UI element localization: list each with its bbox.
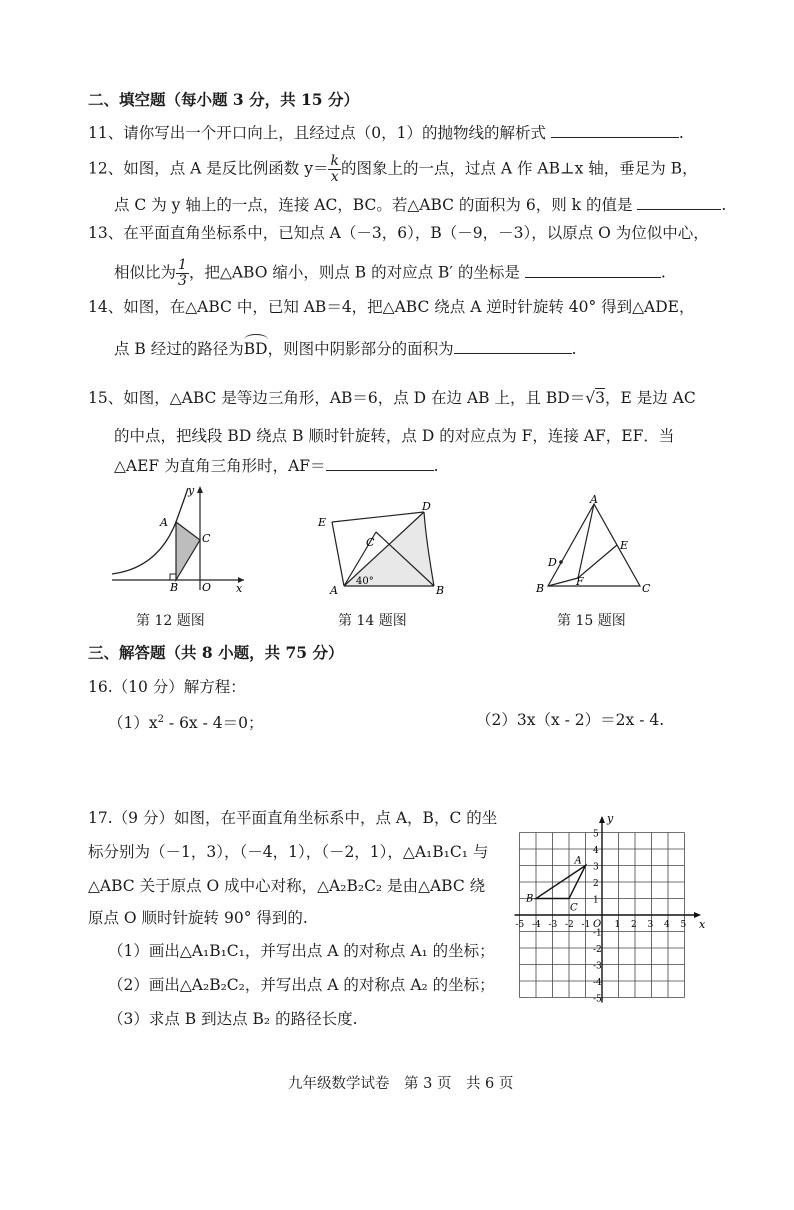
grid-y-tick-label: -5 xyxy=(593,994,602,1005)
q12-frac-den: x xyxy=(330,169,339,185)
triangle-abc xyxy=(525,856,586,914)
fig14-label-angle: 40° xyxy=(356,576,374,587)
fig15-point-d xyxy=(559,560,563,564)
q13-text-b: 相似比为 xyxy=(114,263,177,282)
q12-text-c: 点 C 为 y 轴上的一点，连接 AC，BC。若△ABC 的面积为 6，则 k 的值是 xyxy=(114,196,633,214)
q15-text-d: △AEF 为直角三角形时，AF＝ xyxy=(114,457,326,475)
grid-y-tick-label: -4 xyxy=(593,978,602,988)
q14-text-a: 如图，在△ABC 中，已知 AB＝4，把△ABC 绕点 A 逆时针旋转 40° 得到△ADE， xyxy=(123,298,695,316)
fig14-label-b: B xyxy=(436,584,445,597)
question-17-line2: 标分别为（－1，3），（－4，1），（－2，1），△A₁B₁C₁ 与 xyxy=(88,843,489,861)
section3-title: 三、解答题（共 8 小题，共 75 分） xyxy=(88,643,344,662)
question-14-line2 xyxy=(114,337,577,359)
question-12-line2 xyxy=(114,193,726,215)
grid-y-tick-label: 3 xyxy=(593,862,599,873)
fig12-label-y: y xyxy=(188,484,195,497)
grid-y-tick-label: 5 xyxy=(593,829,599,840)
question-15-line3 xyxy=(114,454,439,476)
question-15-line2 xyxy=(114,426,674,446)
q11-answer-blank[interactable] xyxy=(551,121,679,138)
grid-label-y: y xyxy=(607,812,614,825)
q15-sqrt-value: 3 xyxy=(595,389,605,407)
grid-x-tick-label: -4 xyxy=(532,920,541,930)
figure-14 xyxy=(314,502,464,598)
grid-x-tick-label: 2 xyxy=(631,920,637,930)
sqrt-sign-icon: √ xyxy=(585,389,596,407)
fig12-y-arrow-icon xyxy=(197,486,203,493)
fig12-triangle-abc xyxy=(176,522,200,580)
grid-label-origin: O xyxy=(593,919,602,930)
fig12-right-angle xyxy=(170,574,176,580)
q16-p1-a: （1）x xyxy=(108,714,158,733)
question-16-part2: （2）3x（x - 2）＝2x - 4. xyxy=(476,711,665,729)
section2-title: 二、填空题（每小题 3 分，共 15 分） xyxy=(88,90,359,109)
q13-fraction xyxy=(176,258,189,289)
grid-y-tick-label: -1 xyxy=(593,928,602,939)
fig14-segment-ae xyxy=(332,522,344,586)
q11-number: 11、 xyxy=(88,124,124,142)
fig15-label-e: E xyxy=(620,539,629,552)
q14-arc-bd: BD xyxy=(243,340,268,358)
question-11 xyxy=(88,121,684,143)
question-16-part1 xyxy=(108,710,264,733)
fig14-caption: 第 14 题图 xyxy=(338,613,407,629)
grid-y-tick-label: 4 xyxy=(593,846,599,856)
q12-fraction xyxy=(328,154,340,185)
grid-point-c-label: C xyxy=(570,902,578,914)
grid-label-x: x xyxy=(699,918,706,931)
fig14-label-d: D xyxy=(422,500,431,513)
question-13-line1 xyxy=(88,223,709,243)
page-footer: 九年级数学试卷 第 3 页 共 6 页 xyxy=(288,1076,514,1092)
grid-axes xyxy=(515,812,706,1002)
q14-number: 14、 xyxy=(88,298,124,316)
fig12-label-b: B xyxy=(170,581,179,594)
grid-x-tick-label: -1 xyxy=(581,920,591,930)
q13-number: 13、 xyxy=(88,224,124,242)
question-16-head: 16.（10 分）解方程： xyxy=(88,678,246,696)
coordinate-grid xyxy=(515,808,716,1008)
q14-text-c: ，则图中阴影部分的面积为 xyxy=(267,340,454,358)
q15-end: . xyxy=(433,457,439,475)
q15-number: 15、 xyxy=(88,389,124,407)
figure-12 xyxy=(108,482,248,594)
q13-frac-den: 3 xyxy=(178,273,187,289)
fig14-shaded-region xyxy=(344,512,434,586)
grid-x-tick-label: -3 xyxy=(548,920,558,930)
fig12-caption: 第 12 题图 xyxy=(136,613,205,629)
q12-answer-blank[interactable] xyxy=(637,193,721,210)
q14-end: . xyxy=(571,340,577,358)
q13-text-c: ，把△ABO 缩小，则点 B 的对应点 B′ 的坐标是 xyxy=(188,263,520,282)
question-17-sub1: （1）画出△A₁B₁C₁，并写出点 A 的对称点 A₁ 的坐标； xyxy=(108,942,495,960)
grid-x-tick-label: 1 xyxy=(614,920,621,930)
question-14-line1 xyxy=(88,297,695,317)
grid-y-tick-label: -3 xyxy=(593,961,602,972)
q12-text-a: 如图，点 A 是反比例函数 y＝ xyxy=(123,159,329,178)
figure-15 xyxy=(534,494,654,598)
q11-text: 请你写出一个开口向上，且经过点（0，1）的抛物线的解析式 xyxy=(123,124,546,142)
q12-number: 12、 xyxy=(88,159,124,178)
question-17-sub2: （2）画出△A₂B₂C₂，并写出点 A 的对称点 A₂ 的坐标； xyxy=(108,976,495,994)
q13-text-a: 在平面直角坐标系中，已知点 A（－3，6），B（－9，－3），以原点 O 为位似中心， xyxy=(123,224,709,242)
q16-p1-sup: 2 xyxy=(157,714,164,725)
grid-tick-labels xyxy=(516,830,687,1005)
grid-y-tick-label: 2 xyxy=(593,879,599,889)
question-17-line3: △ABC 关于原点 O 成中心对称，△A₂B₂C₂ 是由△ABC 绕 xyxy=(88,877,486,895)
fig12-label-c: C xyxy=(202,532,211,545)
grid-x-tick-label: -5 xyxy=(515,920,525,930)
fig12-label-x: x xyxy=(236,582,243,595)
q13-end: . xyxy=(660,263,666,282)
q11-end: . xyxy=(678,124,684,142)
q12-end: . xyxy=(721,196,727,214)
q13-frac-num: 1 xyxy=(178,257,187,273)
fig14-label-e: E xyxy=(318,516,327,529)
q14-text-b: 点 B 经过的路径为 xyxy=(114,340,244,358)
fig14-segment-ed xyxy=(332,512,424,522)
fig15-label-a: A xyxy=(590,493,598,506)
fig15-label-f: F xyxy=(576,575,584,588)
grid-y-tick-label: 1 xyxy=(593,895,599,906)
grid-y-tick-label: -2 xyxy=(593,945,602,955)
question-13-line2 xyxy=(114,258,666,289)
fig15-caption: 第 15 题图 xyxy=(557,613,626,629)
grid-x-tick-label: 5 xyxy=(680,920,687,930)
question-17-line1: 17.（9 分）如图，在平面直角坐标系中，点 A，B，C 的坐 xyxy=(88,809,498,827)
fig12-label-a: A xyxy=(160,516,168,529)
q15-sqrt xyxy=(585,388,605,407)
q14-answer-blank[interactable] xyxy=(454,337,572,354)
fig15-label-c: C xyxy=(642,582,651,595)
grid-x-tick-label: -2 xyxy=(565,920,574,930)
fig12-label-o: O xyxy=(202,581,212,594)
grid-y-arrow-icon xyxy=(599,816,605,823)
grid-point-b-label: B xyxy=(526,893,534,905)
q12-frac-num: k xyxy=(330,153,339,169)
q15-text-b: ，E 是边 AC xyxy=(605,389,696,407)
fig15-label-b: B xyxy=(536,582,545,595)
grid-x-tick-label: 4 xyxy=(664,920,670,930)
grid-x-tick-label: 3 xyxy=(647,920,654,930)
grid-point-a-label: A xyxy=(574,855,582,867)
q12-text-b: 的图象上的一点，过点 A 作 AB⊥x 轴，垂足为 B， xyxy=(340,159,698,178)
question-17-line4: 原点 O 顺时针旋转 90° 得到的. xyxy=(88,909,308,927)
q13-answer-blank[interactable] xyxy=(525,261,661,278)
question-17-sub3: （3）求点 B 到达点 B₂ 的路径长度. xyxy=(108,1010,358,1028)
fig15-label-d: D xyxy=(548,556,557,569)
fig14-label-c: C xyxy=(366,536,375,549)
q15-answer-blank[interactable] xyxy=(326,454,434,471)
fig14-label-a: A xyxy=(330,584,338,597)
question-12-line1 xyxy=(88,154,698,185)
q16-p1-b: - 6x - 4＝0； xyxy=(163,714,264,733)
q15-text-c: 的中点，把线段 BD 绕点 B 顺时针旋转，点 D 的对应点为 F，连接 AF，EF．当 xyxy=(114,427,675,445)
q15-text-a: 如图，△ABC 是等边三角形，AB＝6，点 D 在边 AB 上，且 BD＝ xyxy=(123,389,586,407)
question-15-line1 xyxy=(88,388,696,408)
